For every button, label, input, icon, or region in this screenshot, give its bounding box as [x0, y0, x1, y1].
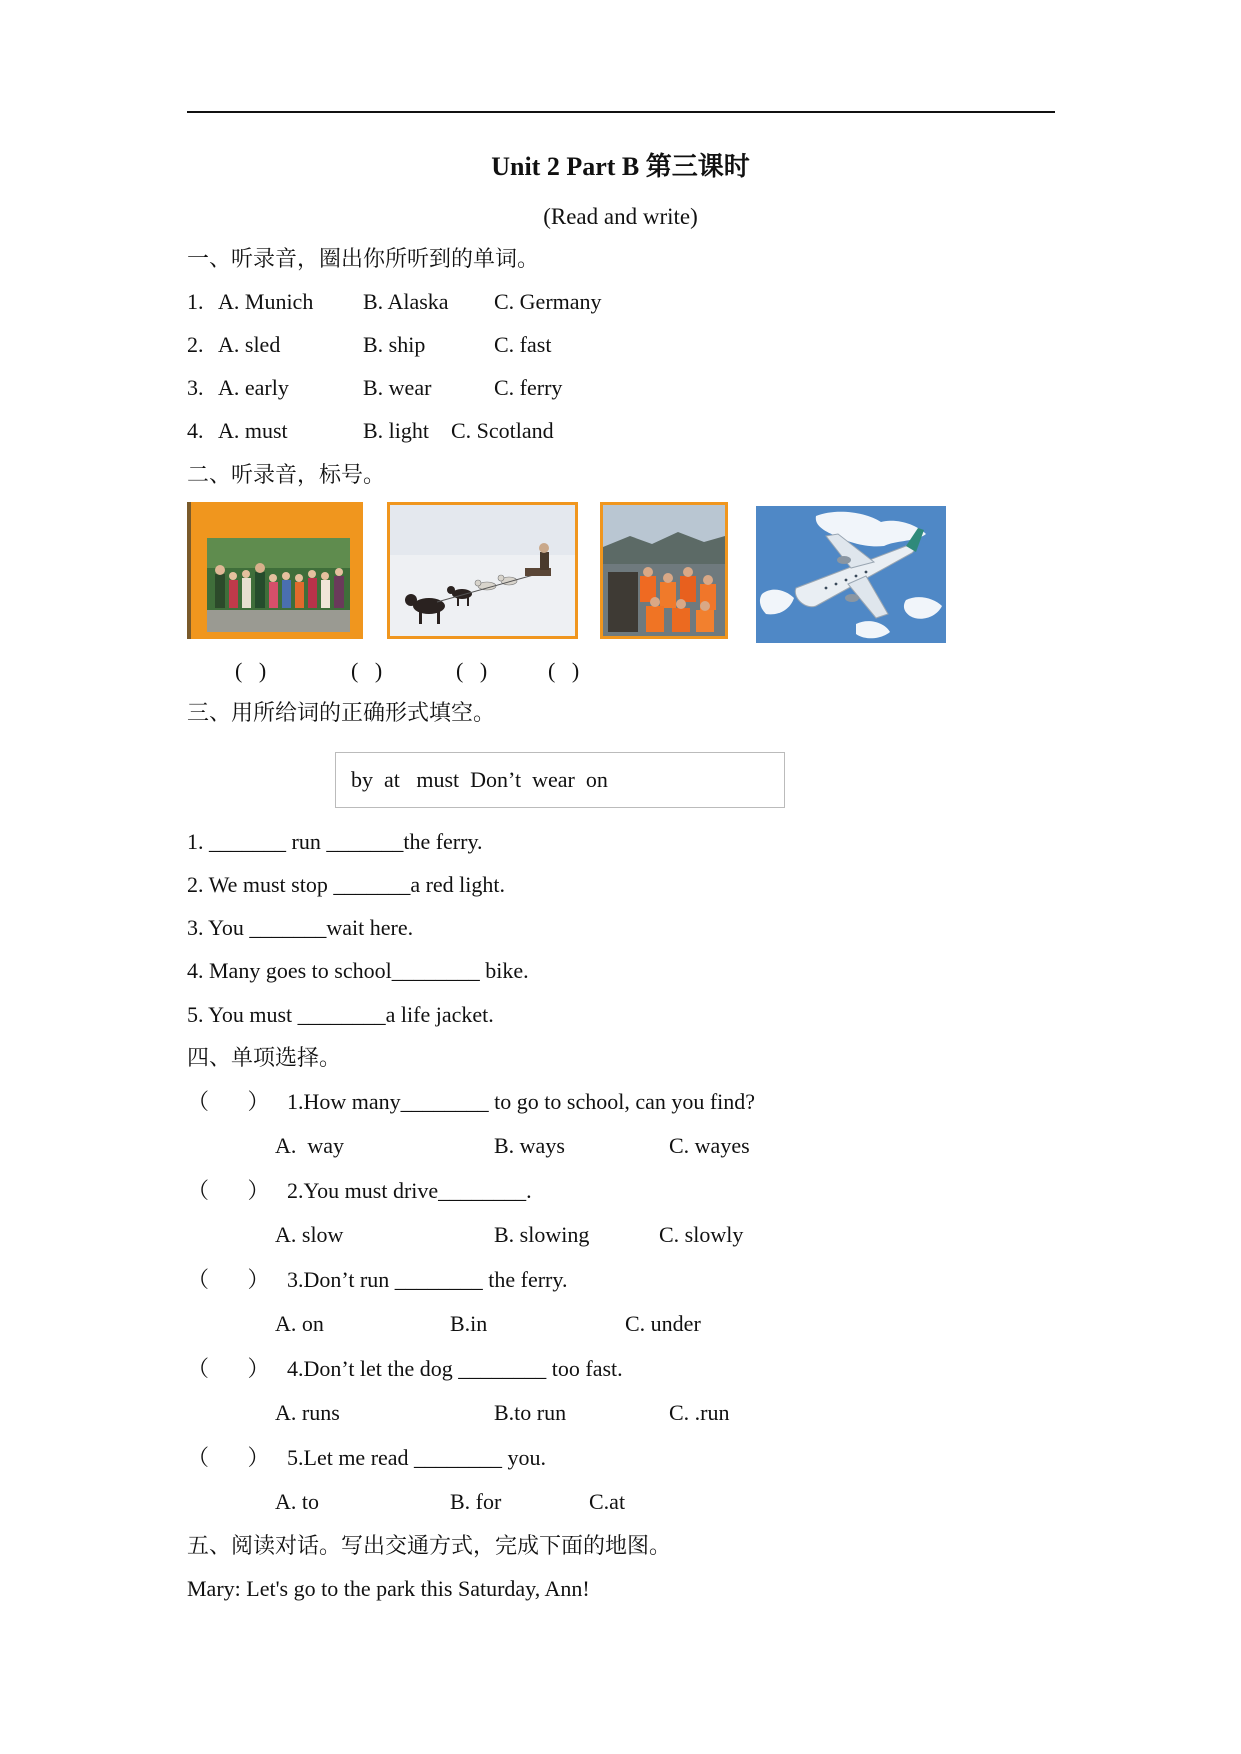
dialogue-line-1: Mary: Let's go to the park this Saturday, Ann! [187, 1576, 590, 1601]
picture2-number-bracket[interactable]: ( ) [351, 658, 383, 683]
s1-item4-option-c: C. Scotland [451, 418, 554, 443]
picture3-number-bracket[interactable]: ( ) [456, 658, 488, 683]
picture4-number-bracket[interactable]: ( ) [548, 658, 580, 683]
s1-item1-option-b: B. Alaska [363, 289, 449, 314]
word-bank-text: by at must Don’t wear on [351, 767, 608, 792]
q1-option-a: A. way [275, 1133, 345, 1158]
q2-answer-bracket[interactable]: （ ） [187, 1178, 270, 1203]
s1-item3-option-a: A. early [218, 375, 289, 400]
s1-item4-option-a: A. must [218, 418, 288, 443]
q1-answer-bracket[interactable]: （ ） [187, 1089, 270, 1114]
s1-item3-option-c: C. ferry [494, 375, 563, 400]
q3-option-b: B.in [450, 1311, 488, 1336]
section5-heading: 五、阅读对话。写出交通方式，完成下面的地图。 [187, 1533, 672, 1558]
header-rule [187, 111, 1055, 113]
s1-item2-num: 2. [187, 332, 204, 357]
q2-option-c: C. slowly [659, 1222, 744, 1247]
q1-option-c: C. wayes [669, 1133, 750, 1158]
s3-sentence-3: 3. You _______wait here. [187, 915, 414, 940]
q2-option-a: A. slow [275, 1222, 344, 1247]
q3-option-c: C. under [625, 1311, 701, 1336]
s1-item1-num: 1. [187, 289, 204, 314]
section3-heading: 三、用所给词的正确形式填空。 [187, 700, 496, 725]
section1-heading: 一、听录音，圈出你所听到的单词。 [187, 246, 540, 271]
q5-option-b: B. for [450, 1489, 502, 1514]
s1-item2-option-c: C. fast [494, 332, 552, 357]
s3-sentence-4: 4. Many goes to school________ bike. [187, 958, 529, 983]
q4-answer-bracket[interactable]: （ ） [187, 1356, 270, 1381]
q5-option-c: C.at [589, 1489, 626, 1514]
section4-heading: 四、单项选择。 [187, 1045, 342, 1070]
q1-option-b: B. ways [494, 1133, 565, 1158]
s1-item4-num: 4. [187, 418, 204, 443]
s1-item2-option-a: A. sled [218, 332, 281, 357]
s1-item1-option-a: A. Munich [218, 289, 314, 314]
s3-sentence-2: 2. We must stop _______a red light. [187, 872, 506, 897]
s1-item3-num: 3. [187, 375, 204, 400]
s3-sentence-5: 5. You must ________a life jacket. [187, 1002, 494, 1027]
q1-question: 1.How many________ to go to school, can you find? [287, 1089, 756, 1114]
page-title: Unit 2 Part B 第三课时 [491, 152, 750, 181]
dog-sled-snow-photo [387, 502, 578, 639]
q3-answer-bracket[interactable]: （ ） [187, 1267, 270, 1292]
page-subtitle: (Read and write) [543, 204, 698, 229]
s1-item2-option-b: B. ship [363, 332, 426, 357]
word-bank-box [335, 752, 785, 808]
s1-item1-option-c: C. Germany [494, 289, 602, 314]
ferry-passengers-life-jackets-photo [600, 502, 728, 639]
q4-option-c: C. .run [669, 1400, 730, 1425]
q4-option-a: A. runs [275, 1400, 340, 1425]
q5-question: 5.Let me read ________ you. [287, 1445, 547, 1470]
section2-heading: 二、听录音，标号。 [187, 462, 386, 487]
q2-question: 2.You must drive________. [287, 1178, 532, 1203]
airplane-photo [756, 506, 946, 643]
q3-option-a: A. on [275, 1311, 324, 1336]
q2-option-b: B. slowing [494, 1222, 590, 1247]
q5-answer-bracket[interactable]: （ ） [187, 1445, 270, 1470]
s1-item3-option-b: B. wear [363, 375, 432, 400]
q3-question: 3.Don’t run ________ the ferry. [287, 1267, 568, 1292]
s3-sentence-1: 1. _______ run _______the ferry. [187, 829, 483, 854]
picture1-number-bracket[interactable]: ( ) [235, 658, 267, 683]
q4-question: 4.Don’t let the dog ________ too fast. [287, 1356, 623, 1381]
q5-option-a: A. to [275, 1489, 319, 1514]
q4-option-b: B.to run [494, 1400, 567, 1425]
children-crossing-street-photo [187, 502, 363, 639]
s1-item4-option-b: B. light [363, 418, 430, 443]
